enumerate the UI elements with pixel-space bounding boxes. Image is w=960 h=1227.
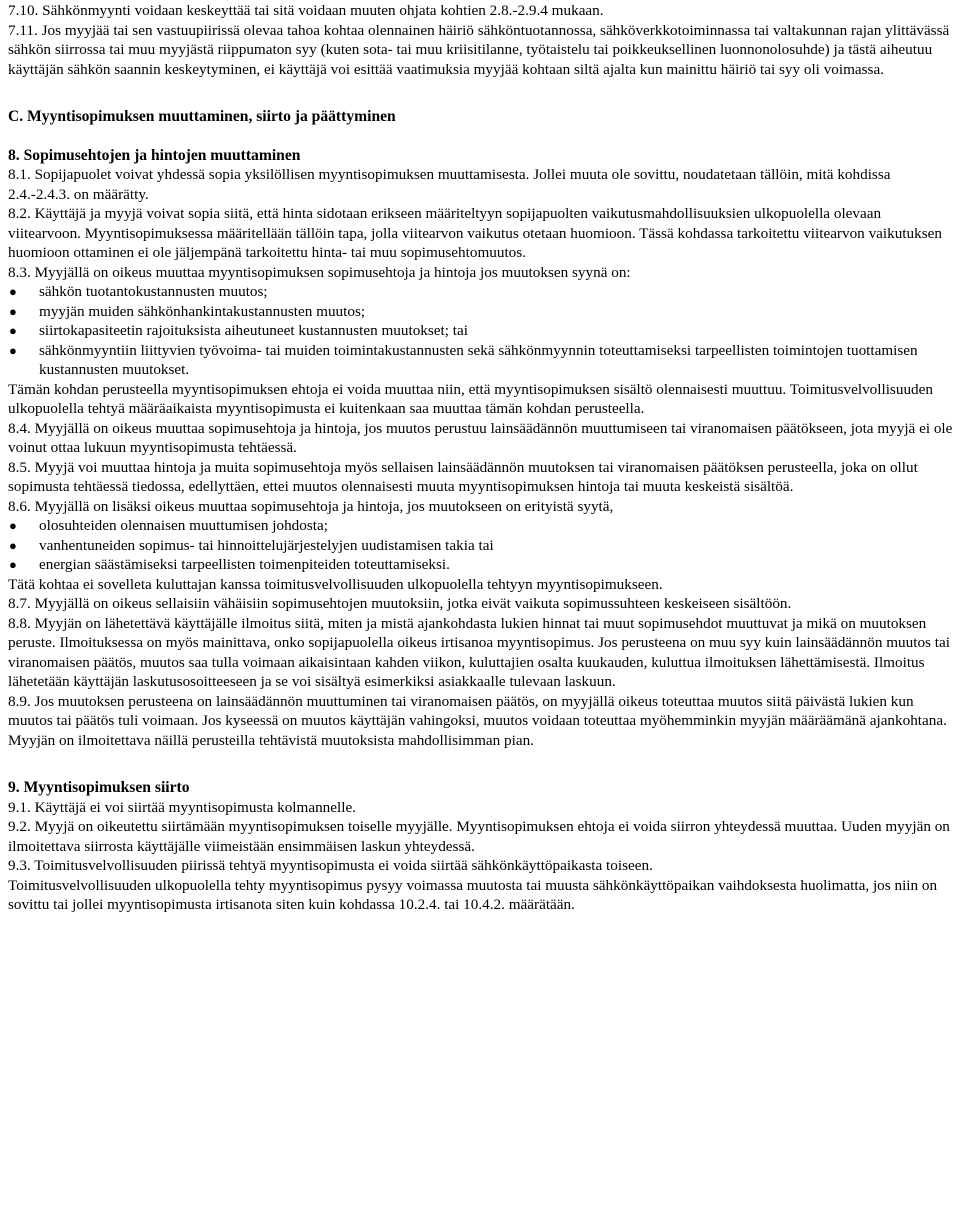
paragraph-9-2: 9.2. Myyjä on oikeutettu siirtämään myyntisopimuksen toiselle myyjälle. Myyntisopimuksen ehtoja ei voida siirron yhteydessä muuttaa. Uuden myyjän on ilmoitettava siirrosta käyttäjälle viimeistään ensimmäisen laskun yhteydessä. (8, 818, 950, 855)
list-item (8, 302, 954, 322)
paragraph-8-2: 8.2. Käyttäjä ja myyjä voivat sopia siitä, että hinta sidotaan erikseen määriteltyyn sopijapuolten vaikutusmahdollisuuksien ulkopuolella olevaan viitearvoon. Myyntisopimuksessa määritellään tällöin tapa, jolla viitearvon vaikutus otetaan huomioon. Tässä kohdassa tarkoitettu viitearvon vaikutuksen huomioon ottaminen ei ole jäljempänä tarkoitettu hinta- tai muu sopimusehtomuutos. (8, 205, 942, 261)
spacer (8, 750, 954, 778)
list-item-text: vanhentuneiden sopimus- tai hinnoittelujärjestelyjen uudistamisen takia tai (39, 536, 494, 554)
paragraph-8-1: 8.1. Sopijapuolet voivat yhdessä sopia yksilöllisen myyntisopimuksen muuttamisesta. Jollei muuta ole sovittu, noudatetaan tällöin, mitä kohdissa 2.4.-2.4.3. on määrätty. (8, 166, 891, 203)
list-item (8, 555, 954, 575)
list-item (8, 321, 954, 341)
bullet-icon: ● (9, 303, 17, 319)
bullet-icon: ● (9, 323, 17, 338)
list-item (8, 282, 954, 302)
bullet-icon: ● (9, 557, 17, 572)
paragraph-8-3-after: Tämän kohdan perusteella myyntisopimuksen ehtoja ei voida muuttaa niin, että myyntisopimuksen sisältö olennaisesti muuttuu. Toimitusvelvollisuuden ulkopuolella tehtyä määräaikaista myyntisopimusta ei kuitenkaan saa muuttaa tämän kohdan perusteella. (8, 380, 933, 417)
spacer (8, 127, 954, 146)
spacer (8, 79, 954, 107)
bullet-icon: ● (9, 342, 17, 358)
list-item-text: olosuhteiden olennaisen muuttumisen johdosta; (39, 517, 328, 534)
paragraph-8-8: 8.8. Myyjän on lähetettävä käyttäjälle ilmoitus siitä, miten ja mistä ajankohdasta lukien hinnat tai muut sopimusehdot muuttuvat ja mikä on muutoksen peruste. Ilmoituksessa on myös mainittava, onko sopijapuolella oikeus irtisanoa myyntisopimus. Jos perusteena on muu syy kuin lainsäädännön muutos tai viranomaisen päätös, muutos saa tulla voimaan aikaisintaan kahden viikon, kuluttajien osalta kuukauden, kuluttua ilmoituksen lähettämisestä. Ilmoitus lähetetään käyttäjän laskutusosoitteeseen ja se voi sisältyä esimerkiksi asiakkaalle tulevaan laskuun. (8, 614, 950, 690)
paragraph-9-3: 9.3. Toimitusvelvollisuuden piirissä tehtyä myyntisopimusta ei voida siirtää sähkönkäyttöpaikasta toiseen. (8, 857, 653, 874)
paragraph-9-1: 9.1. Käyttäjä ei voi siirtää myyntisopimusta kolmannelle. (8, 798, 356, 816)
list-item-text: energian säästämiseksi tarpeellisten toimenpiteiden toteuttamiseksi. (39, 556, 450, 573)
paragraph-8-5: 8.5. Myyjä voi muuttaa hintoja ja muita sopimusehtoja myös sellaisen lainsäädännön muutoksen tai viranomaisen päätöksen perusteella, joka on ollut sopimusta tehtäessä tiedossa, edellyttäen, ettei muutos olennaisesti muuta myyntisopimuksen hintoja tai muuta keskeistä sisältöä. (8, 458, 918, 495)
paragraph-8-7: 8.7. Myyjällä on oikeus sellaisiin vähäisiin sopimusehtojen muutoksiin, jotka eivät vaikuta sopimussuhteen keskeiseen sisältöön. (8, 595, 792, 612)
list-item-text: myyjän muiden sähkönhankintakustannusten muutos; (39, 302, 366, 320)
list-item (8, 341, 954, 380)
paragraph-7-10: 7.10. Sähkönmyynti voidaan keskeyttää tai sitä voidaan muuten ohjata kohtien 2.8.-2.9.4 mukaan. (8, 2, 604, 19)
paragraph-8-4: 8.4. Myyjällä on oikeus muuttaa sopimusehtoja ja hintoja, jos muutos perustuu lainsäädännön muuttumiseen tai viranomaisen päätökseen, jota myyjä ei ole voinut ottaa lukuun myyntisopimusta tehtäessä. (8, 419, 953, 456)
list-8-6 (8, 516, 954, 575)
bullet-icon: ● (9, 537, 17, 553)
bullet-icon: ● (9, 518, 17, 533)
list-item (8, 516, 954, 536)
paragraph-8-3: 8.3. Myyjällä on oikeus muuttaa myyntisopimuksen sopimusehtoja ja hintoja jos muutoksen syynä on: (8, 263, 631, 281)
paragraph-8-9: 8.9. Jos muutoksen perusteena on lainsäädännön muuttuminen tai viranomaisen päätös, on myyjällä oikeus toteuttaa muutos siitä päivästä lukien kun muutos tai päätös tuli voimaan. Jos kyseessä on muutos käyttäjän vahingoksi, muutos voidaan toteuttaa myöhemminkin myyjän määräämänä ajankohtana. Myyjän on ilmoitettava näillä perusteilla tehtävistä muutoksista mahdollisimman pian. (8, 692, 947, 749)
document-page (8, 1, 954, 915)
list-item (8, 536, 954, 556)
section-c-heading: C. Myyntisopimuksen muuttaminen, siirto ja päättyminen (8, 108, 396, 125)
paragraph-8-6: 8.6. Myyjällä on lisäksi oikeus muuttaa sopimusehtoja ja hintoja, jos muutokseen on erityistä syytä, (8, 497, 614, 515)
list-8-3 (8, 282, 954, 380)
paragraph-7-11: 7.11. Jos myyjää tai sen vastuupiirissä olevaa tahoa kohtaa olennainen häiriö sähköntuotannossa, sähköverkkotoiminnassa tai valtakunnan rajan ylittävässä sähkön siirrossa tai muu myyjästä riippumaton syy (kuten sota- tai muu kriisitilanne, työtaistelu tai poikkeuksellinen luonnonolosuhde) ja tästä aiheutuu käyttäjän sähkön saannin keskeytyminen, ei käyttäjä voi esittää vaatimuksia myyjää kohtaan siltä ajalta kun mainittu häiriö tai syy oli voimassa. (8, 21, 950, 78)
list-item-text: sähkön tuotantokustannusten muutos; (39, 283, 268, 300)
list-item-text: siirtokapasiteetin rajoituksista aiheutuneet kustannusten muutokset; tai (39, 322, 468, 339)
paragraph-9-3-after: Toimitusvelvollisuuden ulkopuolella tehty myyntisopimus pysyy voimassa muutosta tai muusta sähkönkäyttöpaikan vaihdoksesta huolimatta, jos niin on sovittu tai jollei myyntisopimusta irtisanota siten kuin kohdassa 10.2.4. tai 10.4.2. määrätään. (8, 876, 938, 913)
section-9-heading: 9. Myyntisopimuksen siirto (8, 779, 190, 796)
paragraph-8-6-after: Tätä kohtaa ei sovelleta kuluttajan kanssa toimitusvelvollisuuden ulkopuolella tehtyyn myyntisopimukseen. (8, 575, 663, 593)
bullet-icon: ● (9, 284, 17, 299)
list-item-text: sähkönmyyntiin liittyvien työvoima- tai muiden toimintakustannusten sekä sähkönmyynnin toteuttamiseksi tarpeellisten toimintojen tuottamisen kustannusten muutokset. (39, 341, 918, 378)
section-8-heading: 8. Sopimusehtojen ja hintojen muuttaminen (8, 146, 301, 164)
